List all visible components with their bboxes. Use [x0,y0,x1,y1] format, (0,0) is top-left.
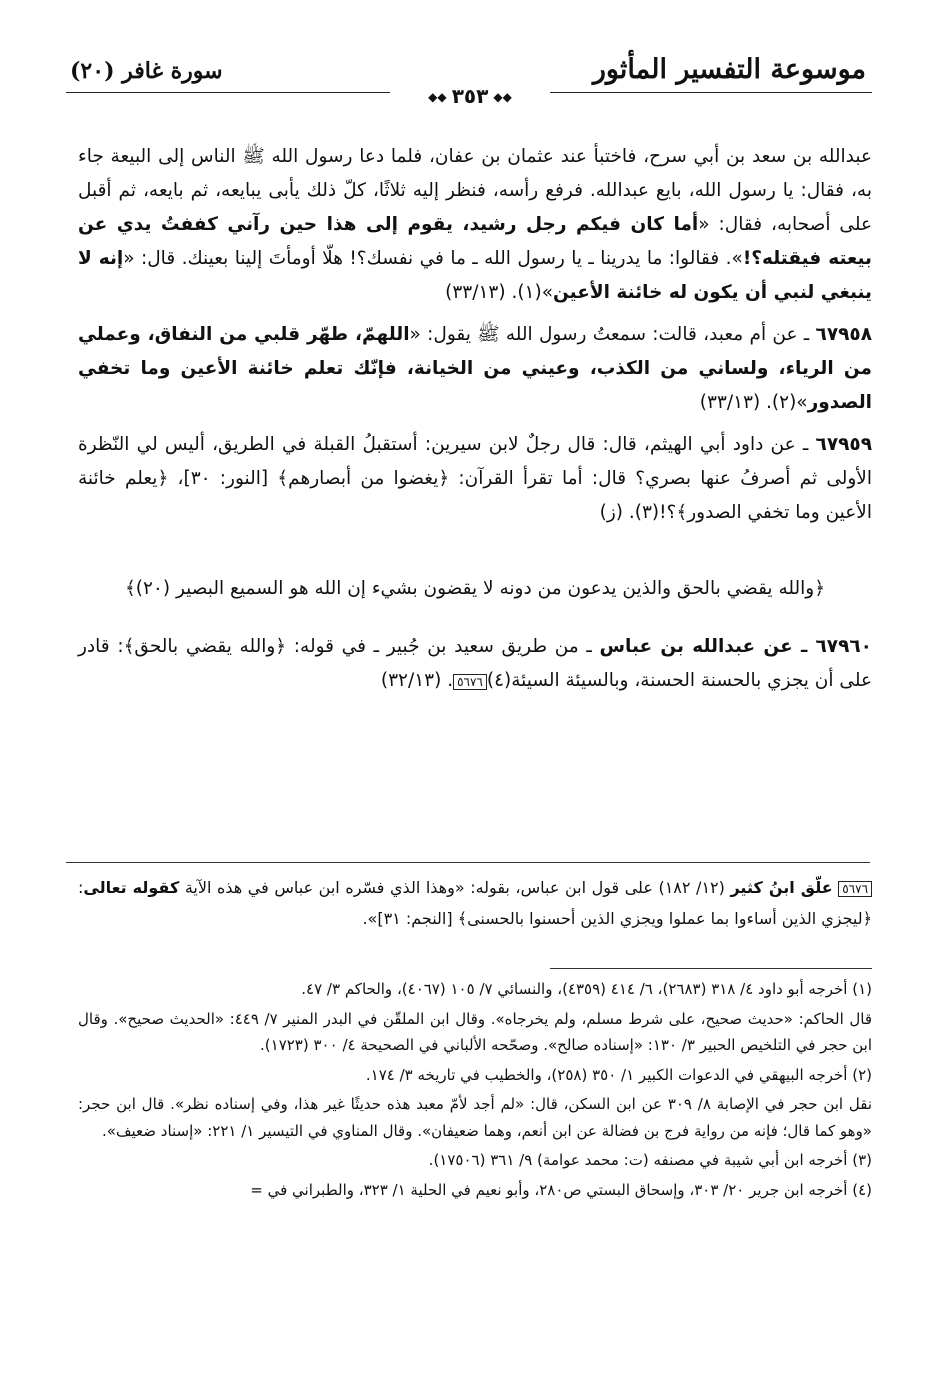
main-text [78,140,872,706]
footnote: (٤) أخرجه ابن جرير ٢٠/ ٣٠٣، وإسحاق البستي ص٢٨٠، وأبو نعيم في الحلية ١/ ٣٢٣، والطبراني في = [250,1180,872,1199]
quran-verse: ﴿والله يقضي بالحق والذين يدعون من دونه لا يقضون بشيء إن الله هو السميع البصير (٢٠)﴾ [124,578,826,599]
footnote: قال الحاكم: «حديث صحيح، على شرط مسلم، ولم يخرجاه». وقال ابن الملقّن في البدر المنير ٧/ ٤٤٩: «الحديث صحيح». وقال ابن حجر في التلخيص الحبير ٣/ ١٣٠: «إسناده صالح». وصحّحه الألباني في الصحيحة ٤/ ٣٠٠ (١٧٢٣). [78,1009,872,1054]
hadith-number: ٦٧٩٦٠ [815,636,872,657]
ornament-icon: ◆◆ [493,90,512,104]
footnote: (٣) أخرجه ابن أبي شيبة في مصنفه (ت: محمد عوامة) ٩/ ٣٦١ (١٧٥٠٦). [428,1151,872,1169]
paragraph-hadith-67960: ٦٧٩٦٠ ـ عن عبدالله بن عباس ـ من طريق سعيد بن جُبير ـ في قوله: ﴿والله يقضي بالحق﴾: قادر على أن يجزي بالحسنة الحسنة، وبالسيئة السيئة(٤)٥٦٧٦. (٣٢/١٣) [78,636,872,691]
hadith-number: ٦٧٩٥٨ [815,324,872,345]
commentary-note: ٥٦٧٦ علّق ابنُ كثير (١٢/ ١٨٢) على قول ابن عباس، بقوله: «وهذا الذي فسّره ابن عباس في هذه الآية كقوله تعالى: ﴿ليجزي الذين أساءوا بما عملوا ويجزي الذين أحسنوا بالحسنى﴾ [النجم: ٣١]». [78,878,872,928]
paragraph-hadith-67958: ٦٧٩٥٨ ـ عن أم معبد، قالت: سمعتُ رسول الله ﷺ يقول: «اللهمّ، طهّر قلبي من النفاق، وعملي من الرياء، ولساني من الكذب، وعيني من الخيانة، فإنّك تعلم خائنة الأعين وما تخفي الصدور»(٢). (٣٣/١٣) [78,324,872,413]
surah-name: سورة غافر (٢٠) [70,58,223,84]
footnote-rule [550,968,872,969]
footnote: (٢) أخرجه البيهقي في الدعوات الكبير ١/ ٣٥٠ (٢٥٨)، والخطيب في تاريخه ٣/ ١٧٤. [365,1065,872,1084]
footnote: (١) أخرجه أبو داود ٤/ ٣١٨ (٢٦٨٣)، ٦/ ٤١٤ (٤٣٥٩)، والنسائي ٧/ ١٠٥ (٤٠٦٧)، والحاكم ٣/ ٤٧. [301,980,872,998]
footnotes [78,976,872,1206]
paragraph-hadith-67959: ٦٧٩٥٩ ـ عن داود أبي الهيثم، قال: قال رجلٌ لابن سيرين: أستقبلُ القبلة في الطريق، أليس لي النّظرة الأولى ثم أصرفُ عنها بصري؟ قال: أما تقرأ القرآن: ﴿يغضوا من أبصارهم﴾ [النور: ٣٠]، ﴿يعلم خائنة الأعين وما تخفي الصدور﴾؟!(٣). (ز) [78,434,872,523]
note-reference[interactable]: ٥٦٧٦ [453,674,487,690]
book-title: موسوعة التفسير المأثور [592,54,866,85]
ornament-icon: ◆◆ [428,90,447,104]
note-reference[interactable]: ٥٦٧٦ [838,881,872,897]
paragraph-hadith-continuation: عبدالله بن سعد بن أبي سرح، فاختبأ عند عثمان بن عفان، فلما دعا رسول الله ﷺ الناس إلى البيعة جاء به، فقال: يا رسول الله، بايع عبدالله. فرفع رأسه، فنظر إليه ثلاثًا، كلّ ذلك يأبى يبايعه، ثم بايعه، ثم أقبل على أصحابه، فقال: «أما كان فيكم رجل رشيد، يقوم إلى هذا حين رآني كففتُ يدي عن بيعته فيقتله؟!». فقالوا: ما يدرينا ـ يا رسول الله ـ ما في نفسك؟! هلّا أومأتَ إلينا بعينك. قال: «إنه لا ينبغي لنبي أن يكون له خائنة الأعين»(١). (٣٣/١٣) [78,146,872,303]
note-rule [66,862,870,863]
hadith-number: ٦٧٩٥٩ [815,434,872,455]
footnote: نقل ابن حجر في الإصابة ٨/ ٣٠٩ عن ابن السكن، قال: «لم أجد لأمّ معبد هذه حديثًا غير هذا، وفي إسناده نظر». قال ابن حجر: «وهو كما قال؛ فإنه من رواية فرج بن فضالة عن ابن أنعم، وهما ضعيفان». وقال المناوي في التيسير ١/ ٢٢١: «إسناد ضعيف». [78,1095,873,1140]
page-number: ٣٥٣ [451,84,489,108]
page-number-box [390,84,550,108]
